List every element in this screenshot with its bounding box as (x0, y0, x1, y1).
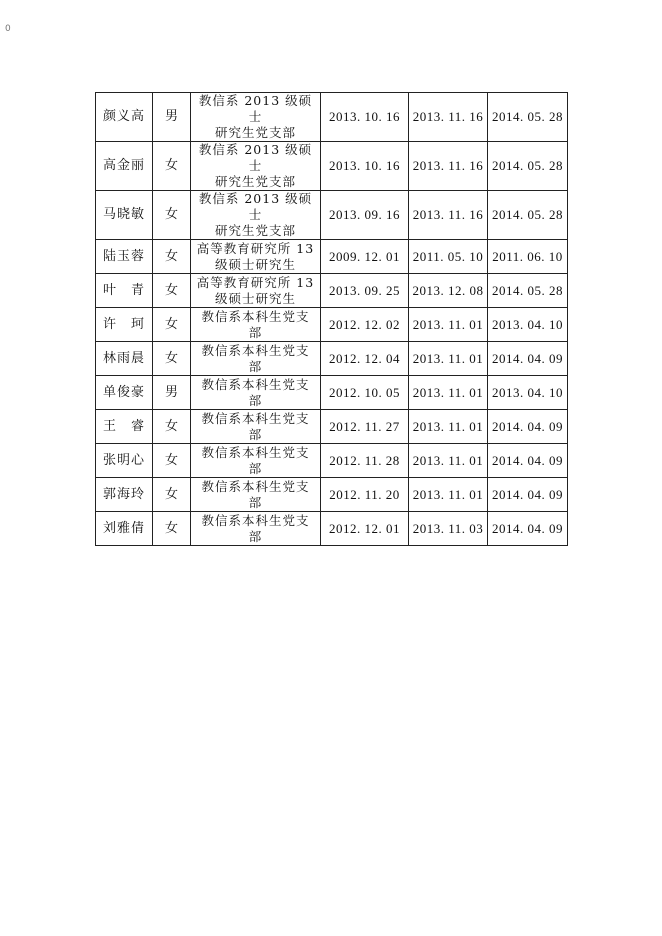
date-cell-2: 2013. 11. 03 (409, 512, 488, 546)
member-name-cell: 许 珂 (96, 308, 153, 342)
member-name-cell: 张明心 (96, 444, 153, 478)
table-row (96, 444, 568, 478)
unit-line-1: 教信系本科生党支 (201, 376, 310, 392)
date-cell-2: 2013. 11. 01 (409, 308, 488, 342)
member-unit-cell (191, 410, 321, 444)
date-cell-1: 2012. 10. 05 (321, 376, 409, 410)
date-cell-1: 2012. 12. 02 (321, 308, 409, 342)
member-sex-cell: 女 (153, 142, 191, 191)
unit-line-1: 高等教育研究所 13 (196, 274, 315, 290)
member-unit-cell (191, 444, 321, 478)
table-row (96, 376, 568, 410)
member-unit-cell (191, 308, 321, 342)
date-cell-2: 2013. 11. 01 (409, 444, 488, 478)
member-unit-cell (191, 240, 321, 274)
member-unit-cell (191, 342, 321, 376)
table-row (96, 512, 568, 546)
unit-line-1: 教信系本科生党支 (201, 512, 310, 528)
date-cell-3: 2014. 05. 28 (488, 142, 568, 191)
unit-line-1: 教信系本科生党支 (201, 478, 310, 494)
member-sex-cell: 女 (153, 512, 191, 546)
member-sex-cell: 女 (153, 410, 191, 444)
date-cell-1: 2012. 12. 04 (321, 342, 409, 376)
date-cell-2: 2013. 11. 01 (409, 376, 488, 410)
unit-line-2: 部 (248, 392, 263, 408)
member-name-cell: 马晓敏 (96, 191, 153, 240)
date-cell-2: 2013. 11. 16 (409, 191, 488, 240)
table-row (96, 142, 568, 191)
member-sex-cell: 女 (153, 478, 191, 512)
unit-line-2: 部 (248, 494, 263, 510)
date-cell-2: 2013. 11. 01 (409, 342, 488, 376)
unit-line-2: 研究生党支部 (214, 125, 296, 140)
date-cell-3: 2013. 04. 10 (488, 308, 568, 342)
unit-line-2: 部 (248, 528, 263, 544)
member-sex-cell: 女 (153, 191, 191, 240)
member-sex-cell: 男 (153, 376, 191, 410)
date-cell-3: 2011. 06. 10 (488, 240, 568, 274)
member-unit-cell (191, 376, 321, 410)
date-cell-1: 2013. 09. 16 (321, 191, 409, 240)
unit-line-2: 部 (248, 358, 263, 374)
table-row (96, 191, 568, 240)
date-cell-2: 2011. 05. 10 (409, 240, 488, 274)
unit-line-1: 教信系本科生党支 (201, 444, 310, 460)
date-cell-2: 2013. 12. 08 (409, 274, 488, 308)
page-mark: 0 (5, 24, 11, 34)
member-name-cell: 王 睿 (96, 410, 153, 444)
date-cell-3: 2014. 04. 09 (488, 342, 568, 376)
date-cell-1: 2012. 12. 01 (321, 512, 409, 546)
date-cell-2: 2013. 11. 01 (409, 478, 488, 512)
date-cell-3: 2014. 05. 28 (488, 93, 568, 142)
member-name-cell: 高金丽 (96, 142, 153, 191)
date-cell-3: 2014. 04. 09 (488, 512, 568, 546)
unit-line-1: 教信系本科生党支 (201, 308, 310, 324)
member-name-cell: 单俊豪 (96, 376, 153, 410)
date-cell-2: 2013. 11. 01 (409, 410, 488, 444)
unit-line-1: 教信系 2013 级硕士 (198, 93, 313, 124)
date-cell-3: 2014. 04. 09 (488, 444, 568, 478)
unit-line-2: 级硕士研究生 (214, 256, 296, 272)
date-cell-3: 2014. 04. 09 (488, 478, 568, 512)
table-row (96, 410, 568, 444)
date-cell-1: 2013. 09. 25 (321, 274, 409, 308)
unit-line-1: 教信系本科生党支 (201, 342, 310, 358)
date-cell-3: 2014. 05. 28 (488, 274, 568, 308)
date-cell-1: 2013. 10. 16 (321, 93, 409, 142)
date-cell-1: 2013. 10. 16 (321, 142, 409, 191)
member-sex-cell: 男 (153, 93, 191, 142)
date-cell-2: 2013. 11. 16 (409, 93, 488, 142)
table-row (96, 240, 568, 274)
date-cell-3: 2014. 04. 09 (488, 410, 568, 444)
table-row (96, 342, 568, 376)
date-cell-1: 2012. 11. 27 (321, 410, 409, 444)
date-cell-1: 2012. 11. 20 (321, 478, 409, 512)
date-cell-3: 2014. 05. 28 (488, 191, 568, 240)
unit-line-2: 部 (248, 426, 263, 442)
table-row (96, 93, 568, 142)
member-name-cell: 林雨晨 (96, 342, 153, 376)
member-name-cell: 叶 青 (96, 274, 153, 308)
unit-line-1: 高等教育研究所 13 (196, 240, 315, 256)
member-table-body (96, 93, 568, 546)
member-unit-cell (191, 512, 321, 546)
date-cell-1: 2012. 11. 28 (321, 444, 409, 478)
table-row (96, 308, 568, 342)
member-sex-cell: 女 (153, 240, 191, 274)
member-unit-cell (191, 93, 321, 142)
member-sex-cell: 女 (153, 444, 191, 478)
member-table (95, 92, 568, 546)
unit-line-2: 部 (248, 460, 263, 476)
member-sex-cell: 女 (153, 274, 191, 308)
member-unit-cell (191, 142, 321, 191)
member-name-cell: 陆玉蓉 (96, 240, 153, 274)
member-name-cell: 郭海玲 (96, 478, 153, 512)
unit-line-2: 研究生党支部 (214, 174, 296, 189)
date-cell-3: 2013. 04. 10 (488, 376, 568, 410)
member-name-cell: 刘雅倩 (96, 512, 153, 546)
member-unit-cell (191, 274, 321, 308)
table-row (96, 478, 568, 512)
member-unit-cell (191, 478, 321, 512)
unit-line-1: 教信系 2013 级硕士 (198, 191, 313, 222)
unit-line-1: 教信系本科生党支 (201, 410, 310, 426)
member-sex-cell: 女 (153, 308, 191, 342)
date-cell-1: 2009. 12. 01 (321, 240, 409, 274)
table-row (96, 274, 568, 308)
member-unit-cell (191, 191, 321, 240)
unit-line-1: 教信系 2013 级硕士 (198, 142, 313, 173)
member-sex-cell: 女 (153, 342, 191, 376)
unit-line-2: 研究生党支部 (214, 223, 296, 238)
member-name-cell: 颜义高 (96, 93, 153, 142)
unit-line-2: 级硕士研究生 (214, 290, 296, 306)
date-cell-2: 2013. 11. 16 (409, 142, 488, 191)
unit-line-2: 部 (248, 324, 263, 340)
